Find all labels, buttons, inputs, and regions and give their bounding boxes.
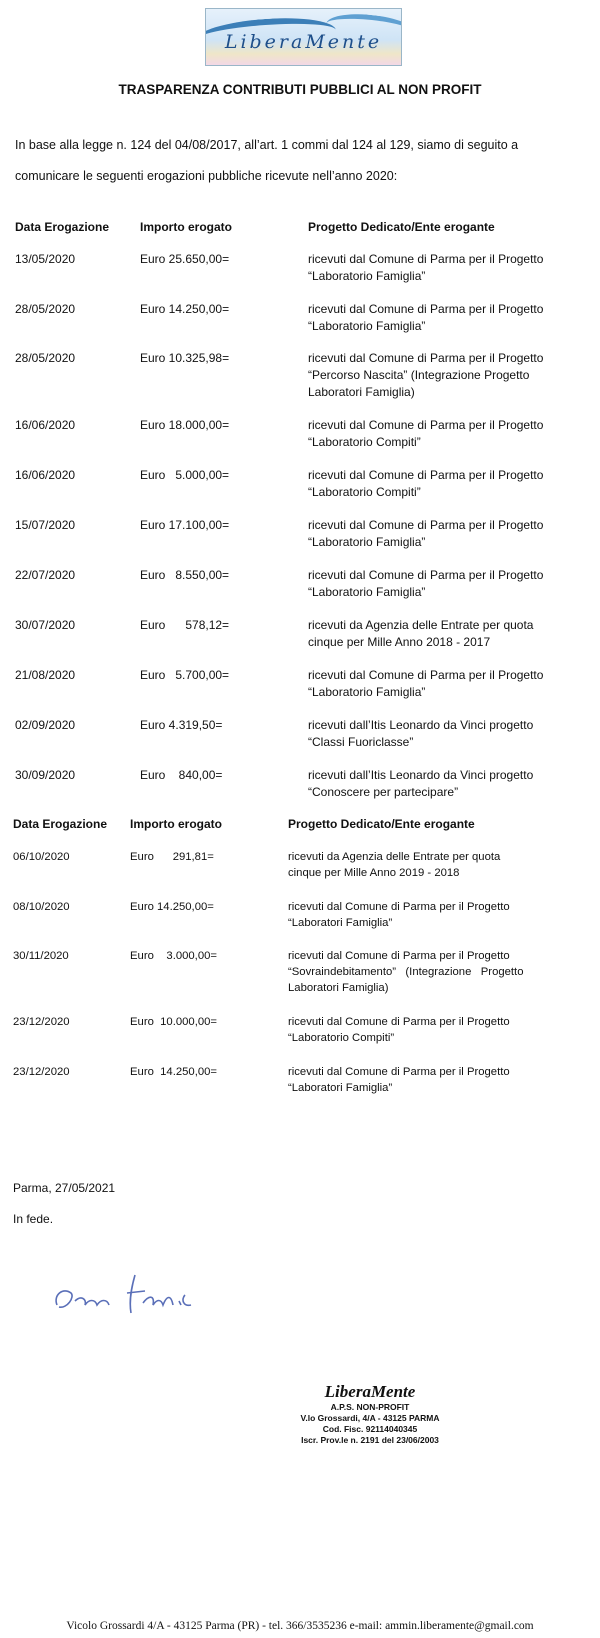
intro-line-2: comunicare le seguenti erogazioni pubbliche ricevute nell’anno 2020: [15, 169, 398, 183]
row-project-line: ricevuti dal Comune di Parma per il Progetto [308, 518, 544, 532]
row-amount: Euro 3.000,00= [130, 950, 217, 962]
row-project [308, 301, 588, 335]
row-amount: Euro 14.250,00= [130, 1066, 217, 1078]
row-amount: Euro 5.700,00= [140, 668, 230, 682]
stamp-line-4: Iscr. Prov.le n. 2191 del 23/06/2003 [301, 1435, 439, 1445]
row-date: 08/10/2020 [13, 901, 70, 913]
row-amount: Euro 840,00= [140, 768, 223, 782]
row-date: 30/11/2020 [13, 950, 69, 962]
table2-header-date: Data Erogazione [13, 817, 108, 831]
in-fede: In fede. [13, 1212, 54, 1226]
row-amount: Euro 291,81= [130, 851, 214, 863]
row-date: 30/07/2020 [15, 618, 76, 632]
document-title: TRASPARENZA CONTRIBUTI PUBBLICI AL NON PROFIT [118, 82, 482, 97]
row-project-line: “Conoscere per partecipare” [308, 785, 459, 799]
handwritten-signature [45, 1265, 205, 1325]
table1-header-amount: Importo erogato [140, 220, 232, 234]
table2-header-project: Progetto Dedicato/Ente erogante [288, 817, 475, 831]
stamp-line-2: V.lo Grossardi, 4/A - 43125 PARMA [300, 1413, 440, 1423]
row-project [308, 617, 588, 651]
row-project-line: “Laboratorio Compiti” [308, 435, 421, 449]
liberamente-logo [205, 8, 402, 66]
row-date: 22/07/2020 [15, 568, 76, 582]
row-project-line: “Laboratorio Famiglia” [308, 585, 426, 599]
row-amount: Euro 17.100,00= [140, 518, 230, 532]
association-stamp [290, 1382, 450, 1446]
stamp-name: LiberaMente [324, 1382, 416, 1401]
row-project-line: “Laboratorio Famiglia” [308, 685, 426, 699]
row-project [308, 667, 588, 701]
row-project-line: ricevuti dal Comune di Parma per il Progetto [308, 668, 544, 682]
row-project [288, 849, 578, 881]
row-project-line: cinque per Mille Anno 2019 - 2018 [288, 867, 460, 879]
row-project-line: ricevuti dal Comune di Parma per il Progetto [308, 468, 544, 482]
place-date: Parma, 27/05/2021 [13, 1181, 116, 1195]
row-project [308, 767, 588, 801]
row-amount: Euro 14.250,00= [130, 901, 214, 913]
row-project-line: “Percorso Nascita” (Integrazione Progetto [308, 368, 530, 382]
row-date: 02/09/2020 [15, 718, 76, 732]
table1-header-project: Progetto Dedicato/Ente erogante [308, 220, 495, 234]
row-date: 28/05/2020 [15, 302, 76, 316]
row-project-line: “Sovraindebitamento” (Integrazione Progetto [288, 966, 524, 978]
row-project [308, 417, 588, 451]
row-date: 13/05/2020 [15, 252, 76, 266]
row-project-line: “Classi Fuoriclasse” [308, 735, 414, 749]
row-project [308, 251, 588, 285]
row-date: 16/06/2020 [15, 418, 76, 432]
row-project-line: “Laboratori Famiglia” [288, 917, 393, 929]
row-project-line: ricevuti dal Comune di Parma per il Progetto [288, 950, 510, 962]
row-amount: Euro 4.319,50= [140, 718, 223, 732]
row-project-line: ricevuti da Agenzia delle Entrate per quota [308, 618, 534, 632]
logo-text: LiberaMente [224, 31, 383, 53]
row-date: 21/08/2020 [15, 668, 76, 682]
row-project-line: ricevuti da Agenzia delle Entrate per quota [288, 851, 501, 863]
row-project-line: “Laboratorio Famiglia” [308, 535, 426, 549]
row-project-line: “Laboratori Famiglia” [288, 1082, 393, 1094]
row-project [288, 1014, 578, 1046]
row-project [308, 517, 588, 551]
intro-line-1: In base alla legge n. 124 del 04/08/2017, all’art. 1 commi dal 124 al 129, siamo di seguito a [15, 138, 519, 152]
stamp-line-1: A.P.S. NON-PROFIT [330, 1402, 410, 1412]
row-amount: Euro 18.000,00= [140, 418, 230, 432]
row-project [308, 467, 588, 501]
row-project [308, 717, 588, 751]
row-amount: Euro 8.550,00= [140, 568, 230, 582]
row-project-line: ricevuti dal Comune di Parma per il Progetto [308, 418, 544, 432]
row-project-line: Laboratori Famiglia) [308, 385, 415, 399]
row-project-line: “Laboratorio Compiti” [308, 485, 421, 499]
row-project-line: “Laboratorio Famiglia” [308, 269, 426, 283]
row-amount: Euro 578,12= [140, 618, 230, 632]
row-project [308, 350, 588, 401]
row-amount: Euro 5.000,00= [140, 468, 230, 482]
row-date: 23/12/2020 [13, 1066, 70, 1078]
row-project [288, 948, 578, 996]
row-project [308, 567, 588, 601]
row-date: 15/07/2020 [15, 518, 76, 532]
row-project-line: ricevuti dal Comune di Parma per il Progetto [308, 302, 544, 316]
footer-contacts: Vicolo Grossardi 4/A - 43125 Parma (PR) - tel. 366/3535236 e-mail: ammin.liberamente@gmail.com [66, 1620, 534, 1632]
table1-header-date: Data Erogazione [15, 220, 110, 234]
row-project-line: ricevuti dal Comune di Parma per il Progetto [288, 901, 510, 913]
stamp-line-3: Cod. Fisc. 92114040345 [322, 1424, 418, 1434]
row-project-line: Laboratori Famiglia) [288, 982, 389, 994]
row-project [288, 899, 578, 931]
row-project [288, 1064, 578, 1096]
row-project-line: ricevuti dall’Itis Leonardo da Vinci progetto [308, 718, 534, 732]
row-project-line: ricevuti dal Comune di Parma per il Progetto [288, 1066, 510, 1078]
row-date: 06/10/2020 [13, 851, 70, 863]
row-date: 16/06/2020 [15, 468, 76, 482]
row-date: 23/12/2020 [13, 1016, 70, 1028]
row-date: 28/05/2020 [15, 351, 76, 365]
row-project-line: ricevuti dal Comune di Parma per il Progetto [308, 568, 544, 582]
row-project-line: ricevuti dall’Itis Leonardo da Vinci progetto [308, 768, 534, 782]
table2-header-amount: Importo erogato [130, 817, 222, 831]
row-amount: Euro 14.250,00= [140, 302, 230, 316]
row-project-line: “Laboratorio Famiglia” [308, 319, 426, 333]
row-amount: Euro 25.650,00= [140, 252, 230, 266]
row-project-line: ricevuti dal Comune di Parma per il Progetto [288, 1016, 510, 1028]
row-amount: Euro 10.000,00= [130, 1016, 217, 1028]
row-project-line: ricevuti dal Comune di Parma per il Progetto [308, 252, 544, 266]
row-project-line: cinque per Mille Anno 2018 - 2017 [308, 635, 491, 649]
row-amount: Euro 10.325,98= [140, 351, 230, 365]
row-date: 30/09/2020 [15, 768, 76, 782]
row-project-line: “Laboratorio Compiti” [288, 1032, 395, 1044]
row-project-line: ricevuti dal Comune di Parma per il Progetto [308, 351, 544, 365]
